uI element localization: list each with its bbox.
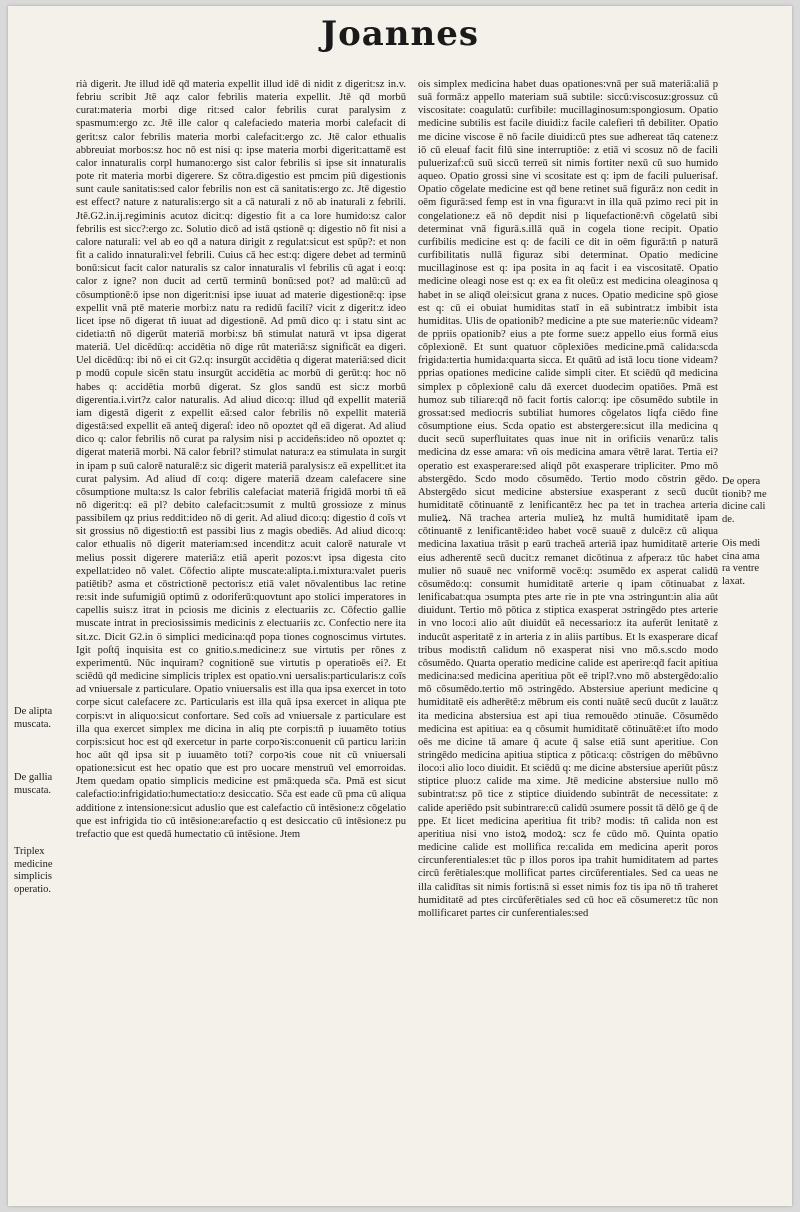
margin-note-line: cina ama (722, 550, 760, 562)
margin-note-line: De gallia (14, 772, 53, 783)
book-page (8, 6, 792, 1206)
margin-note-gallia (14, 772, 72, 797)
margin-note-line: Ois medi (722, 538, 761, 549)
right-column-text: ois simplex medicina habet duas opationes:vnā per suā materiā:aliā p suā formā:z appello materiam suā subtile: siccū:viscosuz:grossuz cū viscositate: coagulatū: curfibile: mucillaginosum:spongiosum. Opatio medicine subtilis est facile diuidi:z facile calefieri tñ debiliter. Opatio me dicine viscose ē nō facile diuidi:cū ptes sue adhereat tāq catene:z iō cū eleuaf facit filū sine interruptiōe: z etiā vi scosuz nō de facili puluerizaf:cū suū siccū terreū sit nimis fortiter nexū cū suo humido aqueo. Opatio grossi sine vi scositate est q: ipm de facili puluerisaf. Opatio cōgelate medicine est qḋ bene retinet suā figurā:z non cedit in oēm figurā:sed femp est in vna figura:vt in illa quā pzimo reci pit in congelatione:z eā nō depdit nisi p liquefactionē:vñ cōgelatū sibi determinat vnā figurā.s.illā quā in cogela tione recipit. Opatio curfibilis medicine est q: de facili ce dit in oēm figurā:tñ p naturā curfibilitatis nullā figuraz sibi determinat. Opatio medicine mucillaginose est q: ipa posita in aq facit i ea viscositatē. Opatio medicine oleagi nose est q: ex ea fit oleū:z est medicina oleaginosa q habet in se aliqḋ olei:sicut grana z nuces. Opatio medicine spō giose est q: cū ei obuiat humiditas statī in eā subintrat:z imbibit ista humiditas. Ulis de opationib? medicine a pte sue materie:nūc videam? de ppriis opationib? eius a pte forme sue:z appello eius formā eius cōplexionē. Et sunt quatuor cōplexiōes medicine.pmā calida:scda frigida:tertia humida:quarta sicca. Et quātū ad istā locu tione videam? pprias opationes medicine calide simpli citer. Et sciēdū qḋ medicina simplex p cōplexionē calu dā exercet duodecim opatiōes. Pmā est humoz sub tiliare:qḋ nō facit fortis calor:q: ipe cōsumēdo subtile in grossat:sed mediocris subtiliat humores cōgelatos liqfa ciēdo fine cōsumptione eius. Scda opatio est abstergere:sicut illa medicina q ducit secū superfluitates quas inue nit in orificiis venarū:z talis medicina dz esse amara: vñ ois medicina amara vētrē larat. Tertia ei? operatio est exasperare:sed aliqḋ pōt exasperare tripliciter. Pmo mō abstergēdo. Scdo modo cōsumēdo. Tertio modo cōstrin gēdo. Abstergēdo sicut medicine abstersiue exasperant z secū ducūt humiditatē cōtinuantē z lenificantē:z hec pa tet in trachea arteria mulieꝝ. Nā trachea arteria mulieꝝ hz multā humiditatē ipam cōtinuantē z lenificantē:ideo habet vocē suauē z dulcē:z cū aliqua medicina laxatiua trāsit p earū tracheā arteriā ipaz humiditatē arterie eius adherentē secū ducit:z remanet dicōtinua z afpera:z tūc habet mulier nō suauē nec vniformē vocē:q: ɔsumēdo ex asperat calidū cōsumēdo:q: consumit humiditatē arterie q ipam cōtinuabat z lenificabat:qua ɔsumpta ptes arte rie in pte vna ɔstringunt:in alia aūt diuidunt. Tertio mō pōtica z stiptica exasperat ɔstringēdo ptes arterie in vno loco:i alio aūt diuidūt eā necessario:z ita auferūt lenitatē z inducūt asperitatē z in arteria z in aliis partibus. Et ls exasperare dicaf tribus modis:tñ calidum nō exasperat nisi vno mō.s.scdo modo cōsumēdo. Quarta operatio medicine calide est aperire:qḋ facit apitiua medicina:sed medicina aperitiua pōt eē tripl?.vno mō abstergēdo:alio mō cōsumēdo.tertio mō ɔstringēdo. Abstersiue aperiunt medicine q humiditatē eis adherētē:z mēbrum eis conti nuātē secū ducūt z lauāt:z ita medicina abstersiua est api tiua remouēdo ɔtinuāe. Cōsumēdo medicina est apitiua: ea q cōsumit humiditatē cōtinuātē:et iſto modo oēs me dicine tā amare q̄ acute q̄ salse etiā sunt aperitiue. Con stringēdo medicina apitiua stiptica z pōtica:q: cōstrigen do mēbūvno iloco:i alio loco diuidit. Et sciēdū q: me dicine abstersiue aperiūt pūs:z stiptice pluo:z calide ma xime. Jtē medicine abstersiue nullo mō subintrat:sz pō tice z stiptice diuidendo subintrāt de necessitate: z calide aperiēdo psit subintrare:cū calidū ɔsumere possit tā dēlō ge q̄ de ppe. Et licet medicina aperitiua fit trib? modis: tñ calida non est aperitiua nisi vno istoꝝ modoꝝ: scz fe cūdo mō. Quinta opatio medicine calide est mollifica re:calida em medicina aperit poros circunferentiales:et tūc p illos poros ipa trahit humiditatem ad partes circū ferētiales:que mollificat partes circūferentiales. Sed ca ueas ne illa calidītas sit nimis fortis:nā si esset nimis foz tis ipa nō tñ traheret humiditatē ad ptes circūferētiales sed cū hoc eā cōsumeret:z tūc non mollificaret partes cir cunferentiales:sed (418, 79, 718, 919)
margin-note-opera (722, 476, 788, 526)
margin-note-line: dicine cali (722, 501, 766, 512)
margin-note-line: simplicis (14, 871, 52, 882)
left-column-text: rià digerit. Jte illud idē qḋ materia expellit illud idē di nidit z digerit:sz in.v. febriu scribit Jtē aqz calor febrilis materia expellit. Jtē qḋ morbū curat:materia morbi dige rit:sed calor febrilis curat paralysim z spasmum:ergo zc. Jtē ille calor q calefaciedo materia morbi calefacit di gerit:sz calor febrilis materia morbi calefacit:ergo zc. Jtē calor ethualis abbreuiat morbos:sz hoc nō est nisi q: ipse materia morbi digerit:attamē est calor innaturalis corpl humano:ergo sist calor febrilis si ipse sit innaturalis pote rit materia morbi digerere. Sz cōtra.digestio est pmcim piū digestionis sunt caule sanitatis:sed calor febrilis non est cā sanitatis:ergo zc. Jtē digestio est effect? nature z naturalis:ergo sit a cā naturali z nō ab inaturali z febrili. Jtē.G2.in.ij.regiminis acutoz dicit:q: digestio fit a ca lore humido:sz calor febrilis est sicc?:ergo zc. Solutio dicō ad istā qstionē q: digestio nō fit nisi a calore naturali: vel ab eo qḋ a natura dirigit z regulat:sicut est spūp?: et non fit a calido innaturali:vel febrili. Cuius cā hec est:q: digere debet ad terminū bonū:sicut facit calor naturalis sz calor innaturalis vl febrilis cū agat i eo:q: calor z igne? non ducit ad certū terminū bonū:sed pot? ad malū:cū ad cōsumptionē:ō ipse non digerit:nisi ipse iuuat ad materie digestionē:q: ipse expellit vnā ptē materie morbi:z natu ra redidū facilí? vicit z digerit:z ideo licet ipse nō digerat tñ iuuat ad digestionē. Ad pmū dico q: i statu sint ac cidetia:tñ nō digerūt materiā morbi:sz bñ stimulat naturā vt ipsa digerat materiā. Uel dicēdū:q: accidētia nō dige rūt materiā:sz significāt ea digeri. Uel dicēdū:q: ibi nō ei cit G2.q: insurgūt accidētia q digerat materiā:sed dicit p modū copule sicēn statu insurgūt accidētia ac morbū di gerūt:q: hoc nō habes q: accidētia morbū digerat. Sz glos sandū est sic:z morbū digerentia.i.virt?z calor naturalis. Ad aliud dico:q: illud qḋ expellit materiā iam digestā digerit z expellit eā:sed calor febrilis nō expellit materiā digestā:sed expellit eā anteq̄ digeraſ: ideo nō opoztet qḋ eā digerat. Ad aliud dico q: calor febrilis nō curat pa ralysim nisi p accideñs:ideo nō opoztet q: digerat materiā morbi. Nā calor febril? stimulat natura:z ea stimulata in surgit in ipam p suū calorē naturalē:z sic digerit materiā paralysis:z eā expellit:et ita curat palysim. Ad aliud dī co:q: digere materiā dzeam calefacere sine cōsumptione multa:sz ls calor febrilis calefaciat materiā frigidā morbi tñ eā nō digerit:q: eā pl? debito calefacit:ɔsumit z multū grossioze z minus passibilem qz prius reddit:ideo nō di gerit. Ad aliud dico:q: digestio ḋ coīs vt sit grossius nō digestio:tñ est passibi lius z magis obediēs. Ad aliud dico:q: calor ethualis nō digerit materiam:sed incendit:z acuit calorē naturale vt melius possit digerere materiā:z etiā aperit pozos:vt ipsa digesta cito expellat:ideo nō valet. Cōfectio alipte muscate:alipta.i.mixtura:valet pueris patiētib? asma et cōstrictionē pectoris:z etiā valet nōvalentibus lac retine re:sit inde sufumigiū optimū z odoriferū:quovtunt apo stolici imperatores in capellis suis:z itrat in pciosis me dicinis z electuariis zc. Cōfectio gallie muscate intrat in preciosissimis medicinis z electuariis zc. Confectio nere ita sit.zc. Dicit G2.in ö simplici medicina:qḋ popa tiones cognoscimus virtutes. Igit poſtq̄ inquisita est co gnitio.s.medicine:z sue virtutis per rōnes z experimentū. Nūc inquiram? cognitionē sue virtutis p operatioēs ei?. Et sciēdū qḋ medicine simplicis triplex est opatio.vni uersalis:particularis:z coīs ad vniuersale z particulare. Opatio vniuersalis est illa qua ipsa exercet in toto corpe sicut calefacere zc. Particularis est illa quā ipsa exercet in aliqua pte corpis:vt in aliquo:sicut confortare. Sed coīs ad vniuersale z particulare est illa qua exercet simplex me dicina in aliq pte corpis:tñ p iuuamēto totius corpis:sicut hoc est qḋ exercetur in parte corpoꝛis:conuenit cū particu lari:in hoc aūt qḋ ipsa sit p iuuamēto toti? corpoꝛis coue nit cū vniuersali opatione:sicut est hec opatio que est pro uocare menstruū vel emorroidas. Jtem quedam opatio simplicis medicine est pmā:queda sc̄a. Pmā est sicut calefactio:infrigidatio:humectatio:z desiccatio. Sc̄a est eade cū pma cū aliqua additione z intensione:sicut aduslio que est calefactio cū intēsione:z cōgelatio que est infrigida tio cū intēsione:arefactio q est desiccatio cū intēsione:z pu trefactio que est quedā humectatio cū intēsione. Jtem (76, 79, 406, 840)
margin-note-line: laxat. (722, 575, 746, 587)
margin-note-line: muscata. (14, 718, 52, 730)
margin-note-line: ra ventre (722, 563, 760, 574)
margin-note-line: tionib? me (722, 488, 767, 500)
margin-note-alipta (14, 706, 72, 731)
margin-note-ois-medicina (722, 538, 788, 588)
margin-note-line: muscata. (14, 784, 52, 796)
margin-note-line: medicine (14, 858, 53, 870)
margin-note-line: de. (722, 513, 735, 525)
left-text-column (76, 78, 406, 1204)
margin-note-line: operatio. (14, 883, 52, 895)
margin-note-line: De opera (722, 476, 761, 487)
margin-note-line: Triplex (14, 846, 45, 857)
right-text-column (418, 78, 718, 1204)
margin-note-triplex (14, 846, 72, 896)
page-header-title: Joannes (320, 14, 479, 54)
margin-note-line: De alipta (14, 706, 53, 717)
